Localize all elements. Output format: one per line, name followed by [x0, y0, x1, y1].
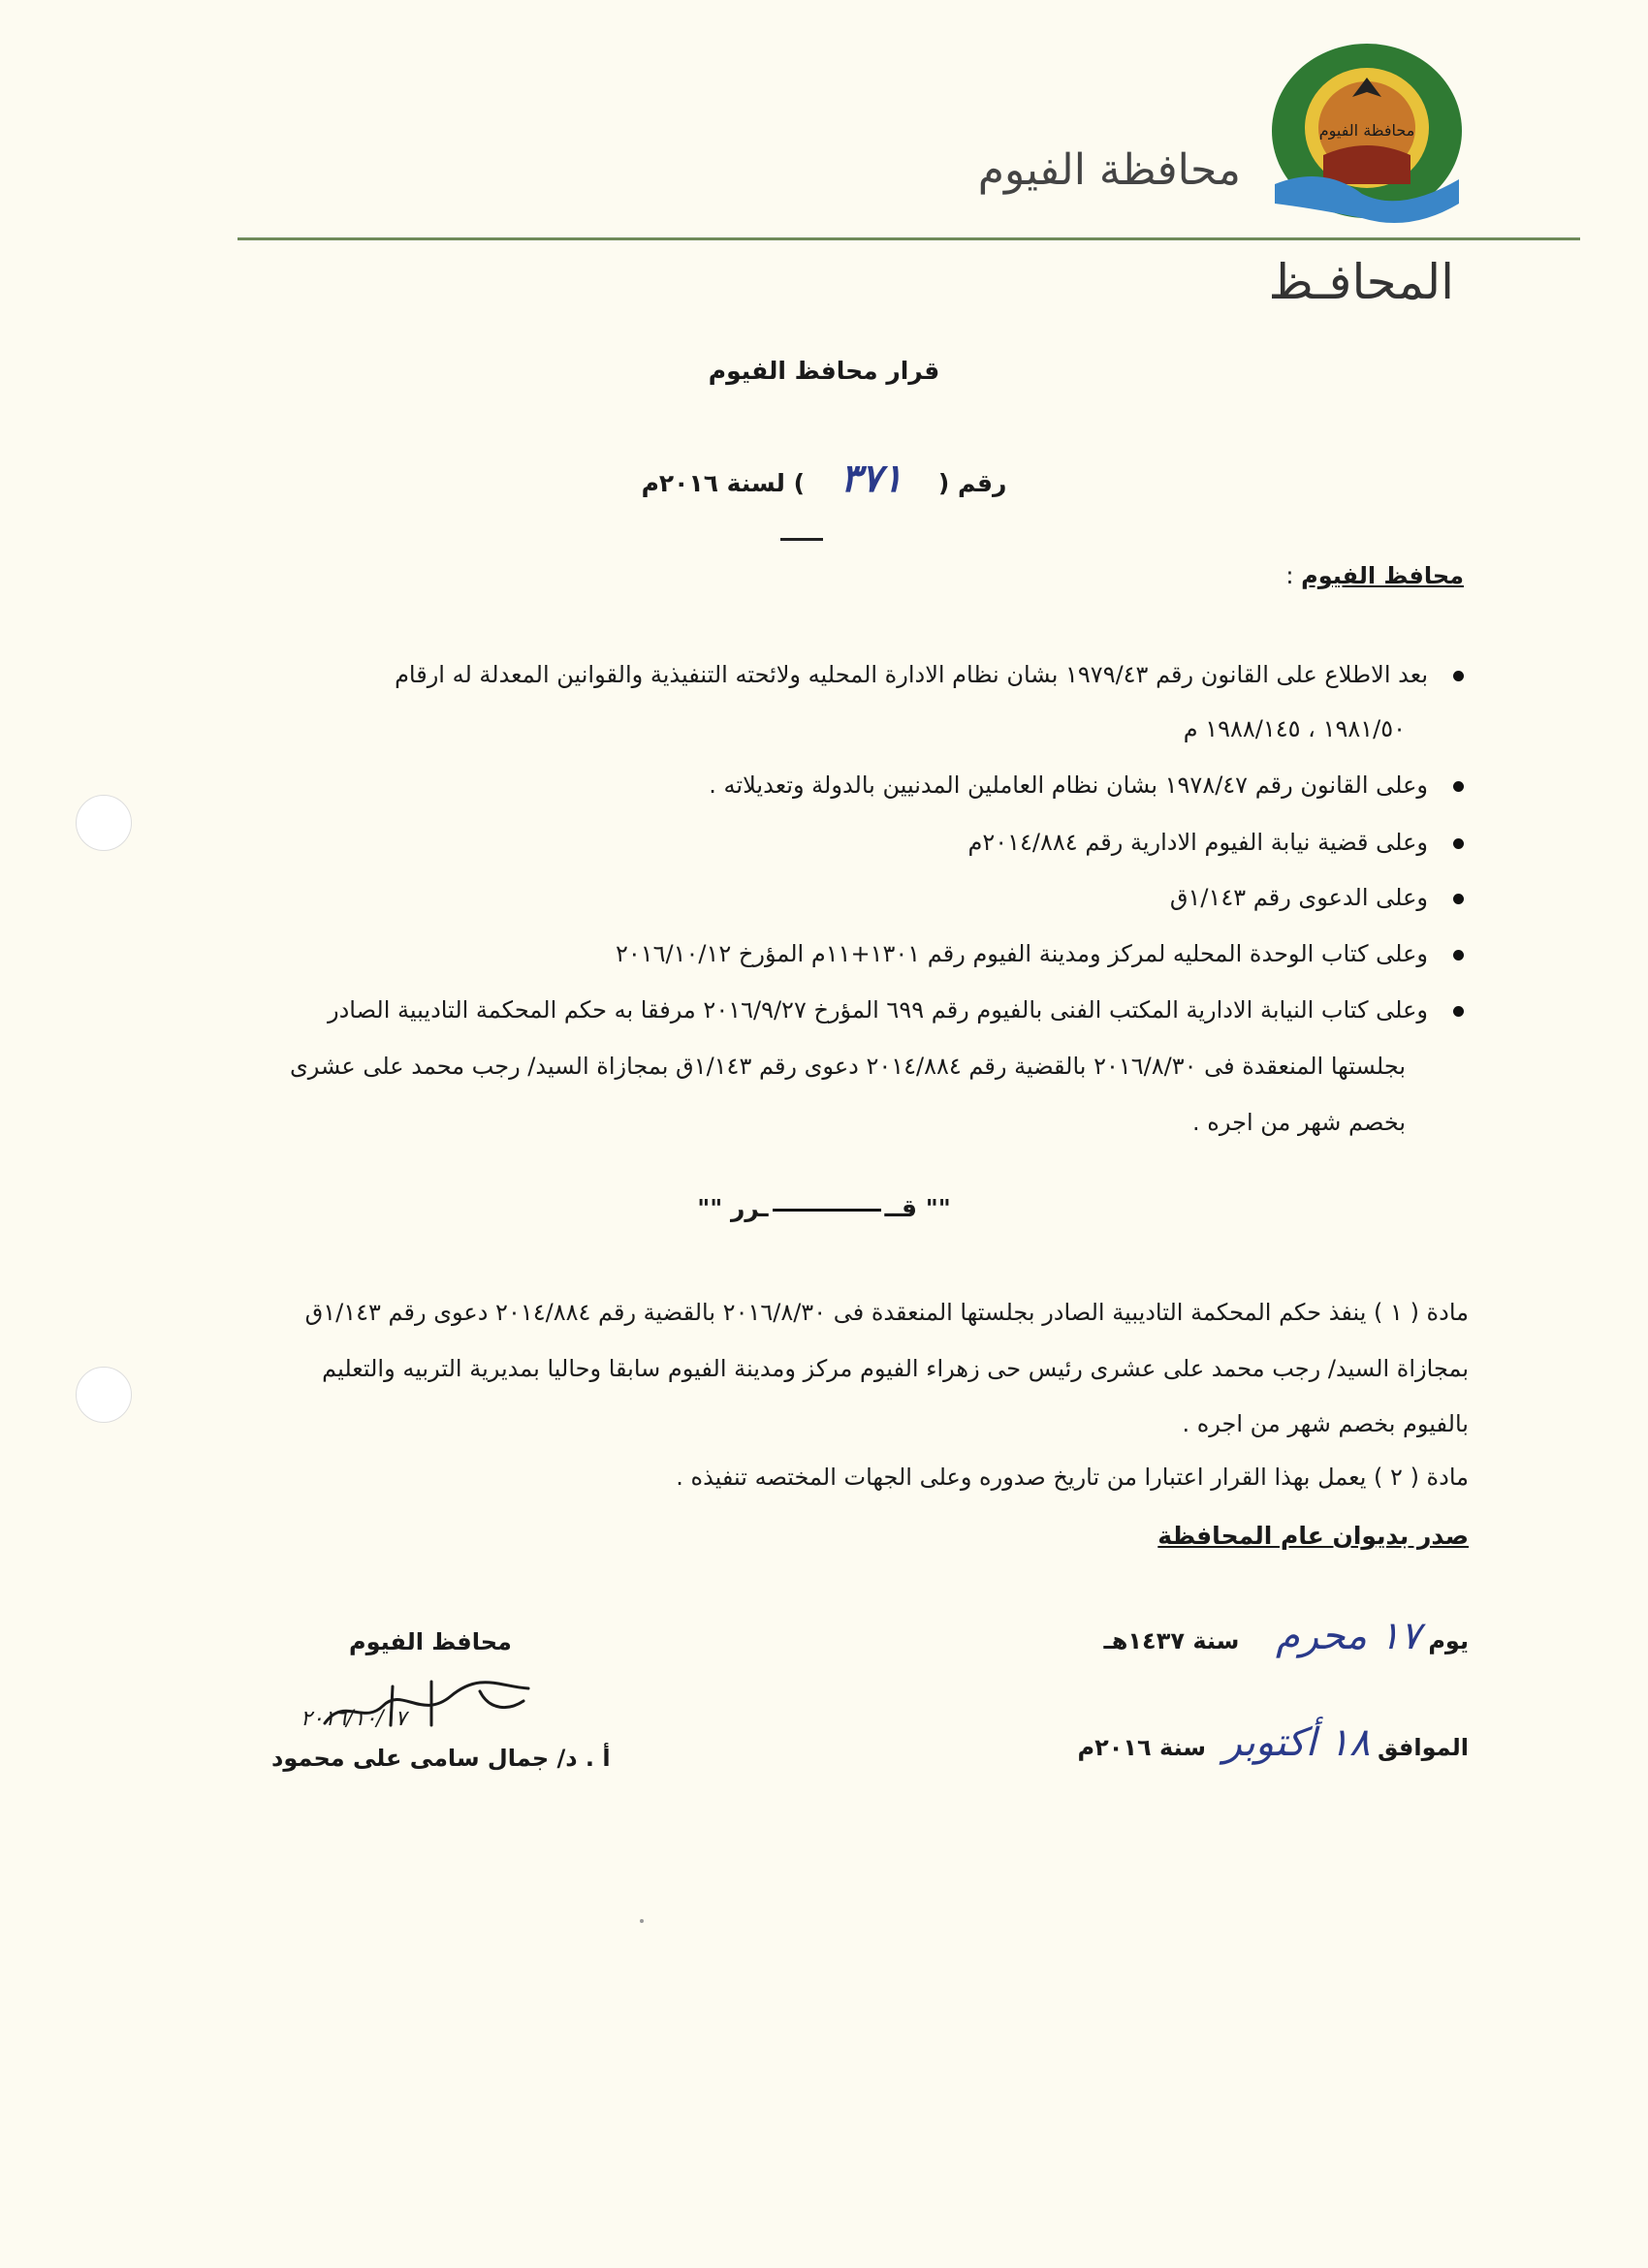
paper-speck	[640, 1919, 644, 1923]
signature-date: ٢٠١٦/١٠/١٧	[301, 1707, 407, 1731]
gregorian-date-line	[1077, 1720, 1469, 1765]
logo-text: محافظة الفيوم	[1318, 121, 1415, 140]
hijri-day-label: يوم	[1428, 1627, 1469, 1654]
preamble-text: وعلى الدعوى رقم ١/١٤٣ق	[1169, 884, 1428, 911]
number-suffix: ) لسنة ٢٠١٦م	[641, 469, 805, 497]
preamble-item	[709, 772, 1464, 799]
decision-number-line	[0, 456, 1648, 501]
preamble-continuation: بخصم شهر من اجره .	[1192, 1109, 1406, 1136]
governorate-logo	[1265, 39, 1469, 223]
addressee-label: محافظ الفيوم	[1301, 562, 1464, 589]
preamble-text: بعد الاطلاع على القانون رقم ١٩٧٩/٤٣ بشان نظام الادارة المحليه ولائحته التنفيذية والقوانين المعدلة له ارقام	[395, 661, 1428, 688]
bullet-icon	[1453, 838, 1464, 849]
title-divider	[780, 538, 823, 541]
preamble-item	[395, 661, 1464, 688]
bullet-icon	[1453, 781, 1464, 792]
preamble-continuation: ١٩٨١/٥٠ ، ١٩٨٨/١٤٥ م	[1183, 715, 1406, 742]
greg-label: الموافق	[1378, 1734, 1469, 1761]
hijri-year: سنة ١٤٣٧هـ	[1103, 1627, 1240, 1654]
greg-day-handwritten: ١٨ أكتوبر	[1222, 1720, 1371, 1765]
header-divider	[238, 237, 1580, 240]
preamble-item	[616, 940, 1464, 967]
issued-at: صدر بديوان عام المحافظة	[1157, 1522, 1469, 1550]
bullet-icon	[1453, 894, 1464, 904]
office-title: المحافـظ	[1268, 254, 1454, 310]
governorate-name: محافظة الفيوم	[977, 145, 1241, 195]
quote-open: ""	[925, 1194, 951, 1222]
article-1-cont: بمجازاة السيد/ رجب محمد على عشرى رئيس حى زهراء الفيوم مركز ومدينة الفيوم سابقا وحاليا بمديرية التربيه والتعليم	[322, 1355, 1469, 1382]
preamble-item	[968, 829, 1465, 856]
decision-title: قرار محافظ الفيوم	[708, 357, 940, 385]
punch-hole	[76, 795, 132, 851]
number-prefix: رقم (	[937, 469, 1007, 497]
signatory-title: محافظ الفيوم	[349, 1628, 512, 1655]
addressee-colon: :	[1285, 562, 1294, 589]
hijri-day-handwritten: ١٧ محرم	[1275, 1614, 1421, 1658]
signatory-name: أ . د/ جمال سامى على محمود	[271, 1745, 611, 1772]
handwritten-signature	[286, 1667, 557, 1745]
punch-hole	[76, 1367, 132, 1423]
decision-number-handwritten: ٣٧١	[840, 456, 903, 501]
greg-year: سنة ٢٠١٦م	[1077, 1734, 1206, 1761]
hijri-date-line	[1104, 1614, 1469, 1658]
preamble-item	[1170, 884, 1464, 911]
decree-label: قــ	[884, 1194, 917, 1222]
article-1: مادة ( ١ ) ينفذ حكم المحكمة التاديبية الصادر بجلستها المنعقدة فى ٢٠١٦/٨/٣٠ بالقضية رقم ٢٠١٤/٨٨٤ دعوى رقم ١/١٤٣ق	[304, 1299, 1469, 1326]
bullet-icon	[1453, 671, 1464, 681]
addressee	[1285, 562, 1464, 589]
bullet-icon	[1453, 1006, 1464, 1017]
preamble-text: وعلى كتاب الوحدة المحليه لمركز ومدينة الفيوم رقم ١٣٠١+١١م المؤرخ ٢٠١٦/١٠/١٢	[615, 940, 1428, 967]
preamble-text: وعلى قضية نيابة الفيوم الادارية رقم ٢٠١٤/٨٨٤م	[967, 829, 1428, 856]
quote-close: ""	[697, 1194, 723, 1222]
decree-bar	[773, 1209, 881, 1212]
article-2: مادة ( ٢ ) يعمل بهذا القرار اعتبارا من تاريخ صدوره وعلى الجهات المختصه تنفيذه .	[676, 1464, 1469, 1491]
preamble-item	[328, 996, 1464, 1024]
bullet-icon	[1453, 950, 1464, 961]
preamble-text: وعلى القانون رقم ١٩٧٨/٤٧ بشان نظام العاملين المدنيين بالدولة وتعديلاته .	[709, 772, 1428, 799]
preamble-text: وعلى كتاب النيابة الادارية المكتب الفنى بالفيوم رقم ٦٩٩ المؤرخ ٢٠١٦/٩/٢٧ مرفقا به حكم المحكمة التاديبية الصادر	[328, 996, 1428, 1024]
decree-tail: ـرر	[731, 1194, 769, 1222]
preamble-continuation: بجلستها المنعقدة فى ٢٠١٦/٨/٣٠ بالقضية رقم ٢٠١٤/٨٨٤ دعوى رقم ١/١٤٣ق بمجازاة السيد/ رجب محمد على عشرى	[289, 1053, 1406, 1080]
article-1-cont: بالفيوم بخصم شهر من اجره .	[1182, 1410, 1469, 1437]
decree-heading	[0, 1194, 1648, 1222]
